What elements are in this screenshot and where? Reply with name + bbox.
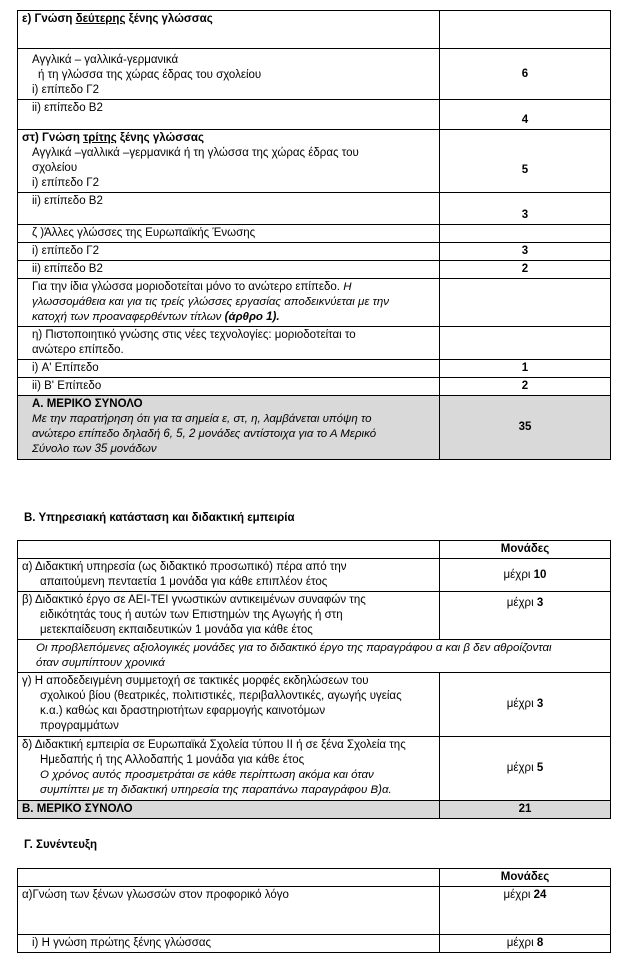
table-row (18, 49, 611, 100)
criterion-z-level2-value: 2 (440, 261, 611, 279)
criterion-z-level1-value: 3 (440, 243, 611, 261)
criterion-st-level2: ii) επίπεδο Β2 (18, 193, 440, 225)
section-b-total-value: 21 (440, 801, 611, 819)
criterion-b-d: δ) Διδακτική εμπειρία σε Ευρωπαϊκά Σχολεία τύπου ΙΙ ή σε ξένα Σχολεία της Ημεδαπής ή της Αλλοδαπής 1 μονάδα για κάθε έτος Ο χρόνος αυτός προσμετράται σε κάθε περίπτωση ακόμα και όταν συμπίπτει με τη διδακτική υπηρεσία της παραπάνω παραγράφου Β)α. (18, 737, 440, 801)
table-row (18, 592, 611, 640)
criterion-z-level1: i) επίπεδο Γ2 (18, 243, 440, 261)
table-section-c (17, 868, 611, 953)
criterion-st-block: στ) Γνώση τρίτης ξένης γλώσσας Αγγλικά –γαλλικά –γερμανικά ή τη γλώσσα της χώρας έδρας του σχολείου i) επίπεδο Γ2 (18, 130, 440, 193)
criterion-b-a-value: μέχρι 10 (440, 559, 611, 592)
criterion-b-c-value: μέχρι 3 (440, 673, 611, 737)
criterion-e-level1-value: 6 (440, 49, 611, 100)
criterion-e-languages: Αγγλικά – γαλλικά-γερμανικά ή τη γλώσσα της χώρας έδρας του σχολείου i) επίπεδο Γ2 (18, 49, 440, 100)
section-b-total: Β. ΜΕΡΙΚΟ ΣΥΝΟΛΟ (18, 801, 440, 819)
section-b-heading: Β. Υπηρεσιακή κατάσταση και διδακτική εμπειρία (24, 512, 295, 524)
table-row (18, 261, 611, 279)
table-row (18, 279, 611, 327)
criterion-eta-level2-value: 2 (440, 378, 611, 396)
criterion-b-note: Οι προβλεπόμενες αξιολογικές μονάδες για το διδακτικό έργο της παραγράφου α και β δεν αθροίζονται όταν συμπίπτουν χρονικά (18, 640, 611, 673)
criterion-c-i: i) Η γνώση πρώτης ξένης γλώσσας (18, 935, 440, 953)
criterion-e-level2: ii) επίπεδο Β2 (18, 100, 440, 130)
criterion-b-b: β) Διδακτικό έργο σε ΑΕΙ-ΤΕΙ γνωστικών αντικειμένων συναφών της ειδικότητάς τους ή αυτών των Επιστημών της Αγωγής ή στη μετεκπαίδευση εκπαιδευτικών 1 μονάδα για κάθε έτος (18, 592, 440, 640)
section-a-total: Α. ΜΕΡΙΚΟ ΣΥΝΟΛΟ Με την παρατήρηση ότι για τα σημεία ε, στ, η, λαμβάνεται υπόψη το ανώτερο επίπεδο δηλαδή 6, 5, 2 μονάδες αντίστοιχα για το Α Μερικό Σύνολο των 35 μονάδων (18, 396, 440, 460)
criterion-c-a: α)Γνώση των ξένων γλωσσών στον προφορικό λόγο (18, 887, 440, 935)
criterion-c-i-value: μέχρι 8 (440, 935, 611, 953)
criterion-c-a-value: μέχρι 24 (440, 887, 611, 935)
criterion-z-title: ζ )Άλλες γλώσσες της Ευρωπαϊκής Ένωσης (18, 225, 440, 243)
criterion-b-b-value: μέχρι 3 (440, 592, 611, 640)
table-section-a (17, 10, 611, 460)
section-c-col-header: Μονάδες (440, 869, 611, 887)
criterion-eta-level1: i) Α' Επίπεδο (18, 360, 440, 378)
criterion-b-d-value: μέχρι 5 (440, 737, 611, 801)
table-row (18, 225, 611, 243)
criterion-b-a: α) Διδακτική υπηρεσία (ως διδακτικό προσωπικό) πέρα από την απαιτούμενη πενταετία 1 μονάδα για κάθε επιπλέον έτος (18, 559, 440, 592)
criterion-b-c: γ) Η αποδεδειγμένη συμμετοχή σε τακτικές μορφές εκδηλώσεων του σχολικού βίου (θεατρικές, πολιτιστικές, περιβαλλοντικές, αγωγής υγείας κ.α.) καθώς και δραστηριοτήτων εφαρμογής καινοτόμων προγραμμάτων (18, 673, 440, 737)
criterion-e-level2-value: 4 (440, 100, 611, 130)
table-row (18, 193, 611, 225)
criterion-eta-level2: ii) Β' Επίπεδο (18, 378, 440, 396)
language-note: Για την ίδια γλώσσα μοριοδοτείται μόνο το ανώτερο επίπεδο. Η γλωσσομάθεια και για τις τρείς γλώσσες εργασίας αποδεικνύεται με την κατοχή των προαναφερθέντων τίτλων (άρθρο 1). (18, 279, 440, 327)
section-c-heading: Γ. Συνέντευξη (24, 839, 98, 851)
table-row (18, 801, 611, 819)
table-row (18, 378, 611, 396)
table-row (18, 887, 611, 935)
criterion-eta-title: η) Πιστοποιητικό γνώσης στις νέες τεχνολογίες: μοριοδοτείται το ανώτερο επίπεδο. (18, 327, 440, 360)
table-row (18, 559, 611, 592)
table-row (18, 243, 611, 261)
table-section-b (17, 540, 611, 819)
table-row (18, 673, 611, 737)
table-row (18, 935, 611, 953)
table-row (18, 869, 611, 887)
table-row (18, 360, 611, 378)
criterion-st-level1-value: 5 (440, 130, 611, 193)
table-row (18, 100, 611, 130)
table-row (18, 11, 611, 49)
table-row (18, 737, 611, 801)
section-b-col-header: Μονάδες (440, 541, 611, 559)
criterion-eta-level1-value: 1 (440, 360, 611, 378)
criterion-z-level2: ii) επίπεδο Β2 (18, 261, 440, 279)
table-row (18, 541, 611, 559)
table-row (18, 130, 611, 193)
section-a-total-value: 35 (440, 396, 611, 460)
criterion-st-level2-value: 3 (440, 193, 611, 225)
table-row (18, 640, 611, 673)
criterion-e-title: ε) Γνώση δεύτερης ξένης γλώσσας (18, 11, 440, 49)
table-row (18, 396, 611, 460)
table-row (18, 327, 611, 360)
